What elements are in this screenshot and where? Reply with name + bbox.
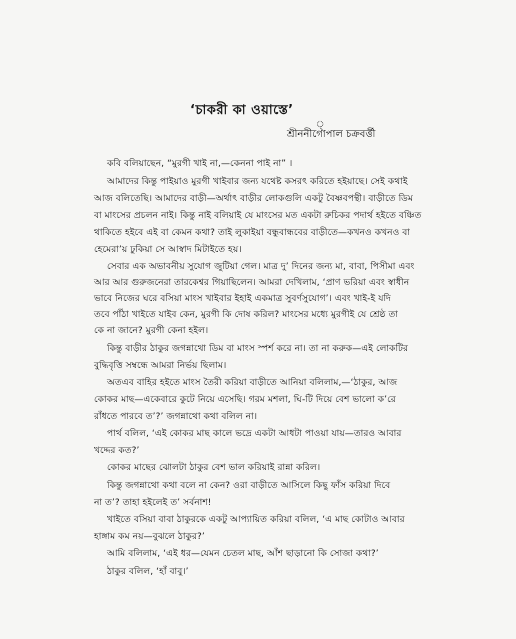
text-line: থাকিতে হইবে এই বা কেমন কথা? তাই লুকাইয়া বন্ধুবান্ধবের বাড়ীতে—কখনও কখনও বা <box>94 228 410 238</box>
text-line: না ত’? তাহা হইলেই ত’ সর্বনাশ! <box>94 498 212 508</box>
text-line: পার্থ বলিল, ‘এই কোকর মাছ কালে ভদ্রে একটা আধটা পাওয়া যায়—তারও আবার <box>107 429 402 439</box>
text-line: হেমেরা’য় ঢুকিয়া সে আস্বাদ মিটাইতে হয়। <box>94 245 242 255</box>
text-line: ঠাকুর বলিল, ‘হাঁ বাবু।’ <box>107 567 189 577</box>
text-line: অতএব বাহির হইতে মাংস তৈরী করিয়া বাড়ীতে আনিয়া বলিলাম,—‘ঠাকুর, আজ <box>107 378 398 388</box>
text-line: কবি বলিয়াছেন, “মুরগী খাই না,—কেননা পাই না” । <box>107 159 293 169</box>
text-line: রাঁধতে পারবে ত’?’ জগন্নাথো কথা বলিল না। <box>94 412 258 422</box>
text-line: হাঙ্গাম কম নয়—বুঝলে ঠাকুর?’ <box>94 532 205 542</box>
text-line: বুদ্ধিবৃত্তি সম্বন্ধে আমরা নির্ভয় ছিলাম। <box>94 361 227 371</box>
text-line: আর আর গুরুজনেরা তারকেশ্বর গিয়াছিলেন। আমরা দেখিলাম, ‘প্রাণ ভরিয়া এবং স্বাধীন <box>94 278 410 288</box>
text-line: আমাদের কিন্তু পাইয়াও মুরগী খাইবার জন্য যথেষ্ট কসরৎ করিতে হইয়াছে। সেই কথাই <box>107 177 408 187</box>
text-line: খদ্দের কত?’ <box>94 446 140 456</box>
text-line: কিন্তু বাড়ীর ঠাকুর জগন্নাথো ডিম বা মাংস স্পর্শ করে না। তা না করুক—এই লোকটির <box>107 344 409 354</box>
text-line: কোকর মাছ—একেবারে কুটে নিয়ে এসেছি। গরম মশলা, ঘি-টি দিয়ে বেশ ভালো ক’রে <box>94 395 396 405</box>
text-line: সেবার এক অভাবনীয় সুযোগ জুটিয়া গেল। মাত্র দু’ দিনের জন্য মা, বাবা, পিসীমা এবং <box>107 262 415 272</box>
text-line: আমি বলিলাম, ‘এই ধর—যেমন চেতল মাছ, আঁশ ছাড়ানো কি সোজা কথা?’ <box>107 549 379 559</box>
author-name: শ্রীননীগোপাল চক্রবর্ত্তী <box>287 129 376 140</box>
title-diacritic: ্ <box>316 120 325 130</box>
story-title: ‘চাকরী কা ওয়াস্তে’ <box>190 103 294 118</box>
text-line: তবে পাঁঠা খাইতে যাইব কেন, মুরগী কি দোষ করিল? মাংসের মধ্যে মুরগীই যে শ্রেষ্ঠ তা <box>94 310 398 320</box>
text-line: কোকর মাছের ঝোলটা ঠাকুর বেশ ভাল করিয়াই রান্না করিল। <box>107 463 321 473</box>
text-line: কে না জানে? মুরগী কেনা হইল। <box>94 326 209 336</box>
text-line: খাইতে বসিয়া বাবা ঠাকুরকে একটু আপ্যায়িত করিয়া বলিল, ‘এ মাছ কোটাও আবার <box>107 515 405 525</box>
text-line: আজ বলিতেছি। আমাদের বাড়ী—অর্থাৎ বাড়ীর লোকগুলি একটু বৈষ্ণবপন্থী। বাড়ীতে ডিম <box>94 194 413 204</box>
text-line: বা মাংসের প্রচলন নাই। কিন্তু নাই বলিয়াই যে মাংসের মত একটা রুচিকর পদার্থ হইতে বঞ্চিত <box>94 211 422 221</box>
text-line: কিন্তু জগন্নাথো কথা বলে না কেন? ওরা বাড়ীতে আসিলে কিছু ফাঁস করিয়া দিবে <box>107 481 391 491</box>
text-line: ভাবে নিজের ঘরে বসিয়া মাংস খাইবার ইহাই একমাত্র সুবর্ণসুযোগ’। এবং খাই-ই যদি <box>94 294 391 304</box>
